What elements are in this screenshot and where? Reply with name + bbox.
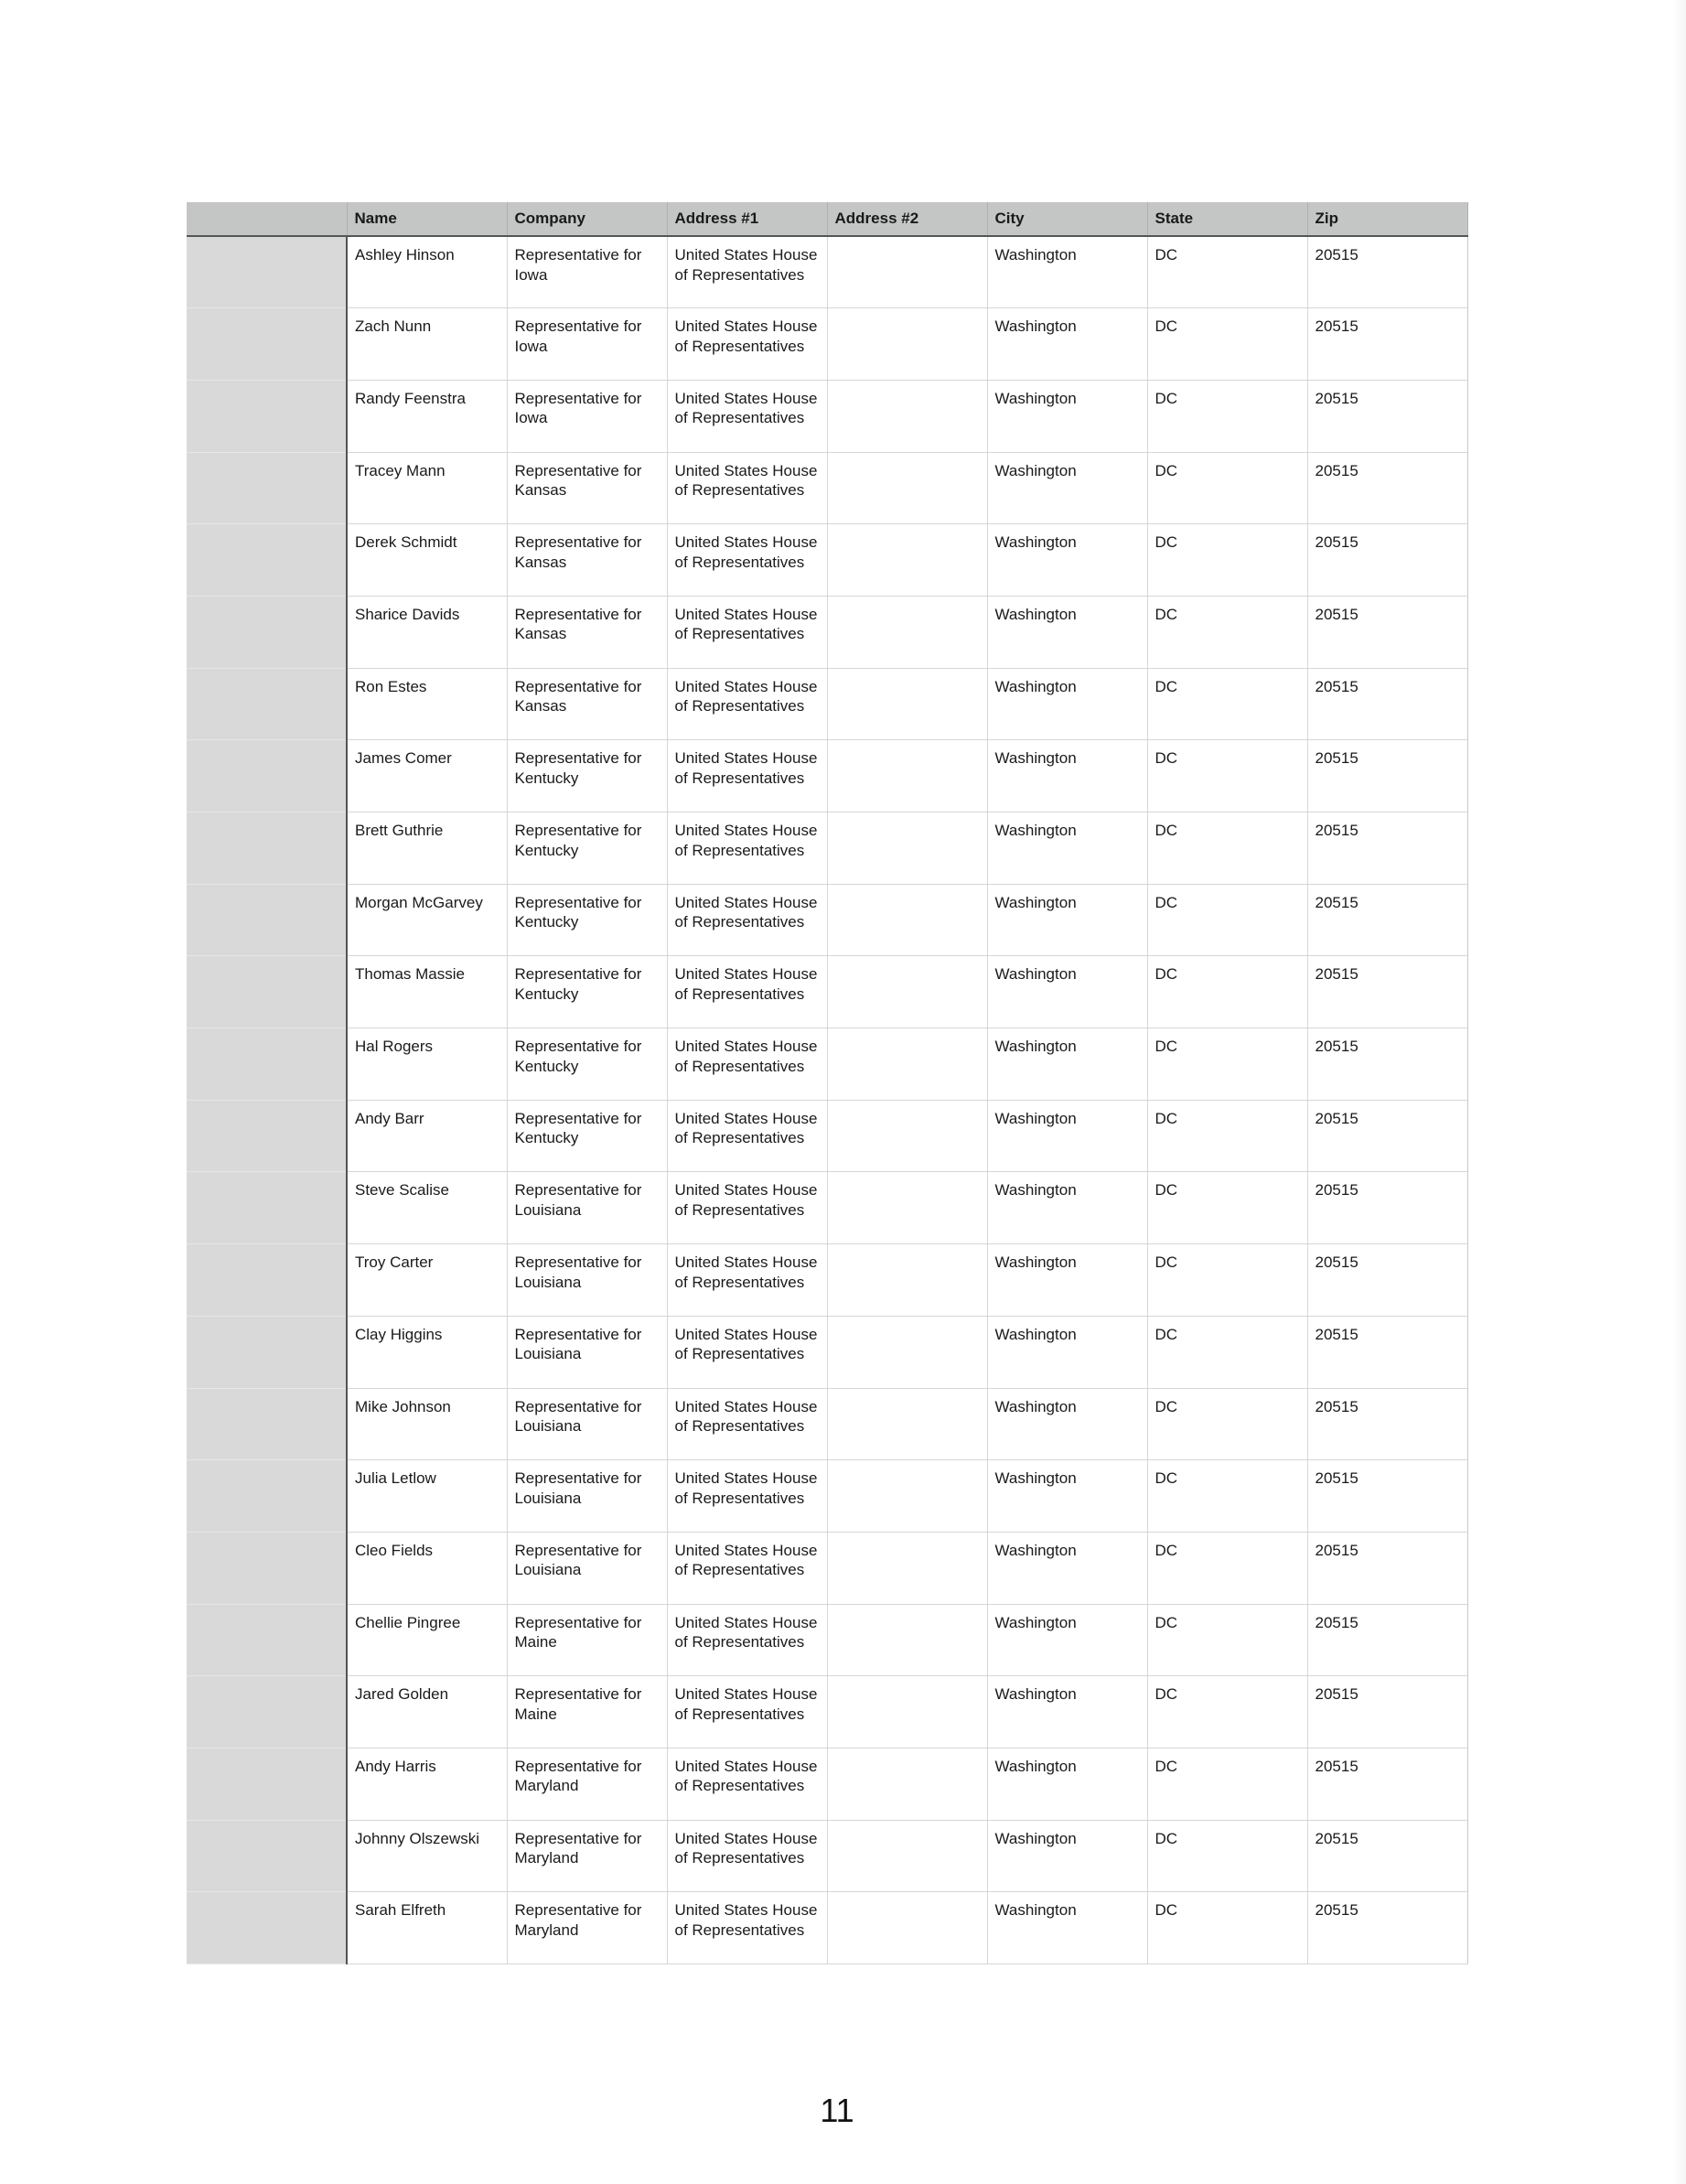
cell-state: DC xyxy=(1147,524,1307,597)
cell-company: Representative for Louisiana xyxy=(507,1172,667,1244)
table-row xyxy=(187,596,1467,668)
table-row xyxy=(187,380,1467,452)
cell-address1: United States House of Representatives xyxy=(667,740,827,812)
table-row xyxy=(187,1028,1467,1101)
cell-city: Washington xyxy=(987,740,1147,812)
cell-city: Washington xyxy=(987,452,1147,524)
cell-name: Steve Scalise xyxy=(347,1172,507,1244)
cell-company: Representative for Kentucky xyxy=(507,812,667,885)
cell-state: DC xyxy=(1147,1892,1307,1964)
cell-address1: United States House of Representatives xyxy=(667,1316,827,1388)
table-row xyxy=(187,1676,1467,1748)
table-row xyxy=(187,1388,1467,1460)
header-row-index xyxy=(187,202,347,236)
cell-company: Representative for Kentucky xyxy=(507,740,667,812)
row-header-cell xyxy=(187,236,347,308)
cell-city: Washington xyxy=(987,1604,1147,1676)
cell-address2 xyxy=(827,1460,987,1533)
cell-name: Jared Golden xyxy=(347,1676,507,1748)
cell-address2 xyxy=(827,740,987,812)
row-header-cell xyxy=(187,1388,347,1460)
cell-name: Clay Higgins xyxy=(347,1316,507,1388)
cell-zip: 20515 xyxy=(1307,236,1467,308)
cell-company: Representative for Iowa xyxy=(507,236,667,308)
cell-city: Washington xyxy=(987,1820,1147,1892)
cell-city: Washington xyxy=(987,1316,1147,1388)
cell-company: Representative for Maine xyxy=(507,1676,667,1748)
cell-zip: 20515 xyxy=(1307,1820,1467,1892)
cell-company: Representative for Louisiana xyxy=(507,1316,667,1388)
table-row xyxy=(187,524,1467,597)
cell-city: Washington xyxy=(987,308,1147,381)
table-row xyxy=(187,1244,1467,1317)
cell-state: DC xyxy=(1147,1244,1307,1317)
cell-state: DC xyxy=(1147,1748,1307,1820)
cell-address1: United States House of Representatives xyxy=(667,1100,827,1172)
cell-state: DC xyxy=(1147,380,1307,452)
cell-state: DC xyxy=(1147,1388,1307,1460)
cell-address2 xyxy=(827,1748,987,1820)
cell-zip: 20515 xyxy=(1307,1892,1467,1964)
table-row xyxy=(187,1460,1467,1533)
cell-address1: United States House of Representatives xyxy=(667,812,827,885)
cell-city: Washington xyxy=(987,884,1147,956)
cell-address1: United States House of Representatives xyxy=(667,596,827,668)
cell-address1: United States House of Representatives xyxy=(667,668,827,740)
cell-address2 xyxy=(827,1244,987,1317)
cell-zip: 20515 xyxy=(1307,884,1467,956)
cell-city: Washington xyxy=(987,1244,1147,1317)
page-number: 11 xyxy=(820,2092,854,2129)
table-row xyxy=(187,1532,1467,1604)
table-row xyxy=(187,956,1467,1028)
cell-name: Troy Carter xyxy=(347,1244,507,1317)
cell-company: Representative for Louisiana xyxy=(507,1388,667,1460)
cell-company: Representative for Kansas xyxy=(507,668,667,740)
header-address1: Address #1 xyxy=(667,202,827,236)
cell-address2 xyxy=(827,308,987,381)
row-header-cell xyxy=(187,380,347,452)
row-header-cell xyxy=(187,1100,347,1172)
cell-address2 xyxy=(827,1676,987,1748)
cell-address1: United States House of Representatives xyxy=(667,1604,827,1676)
cell-zip: 20515 xyxy=(1307,956,1467,1028)
row-header-cell xyxy=(187,812,347,885)
cell-address2 xyxy=(827,956,987,1028)
cell-city: Washington xyxy=(987,1892,1147,1964)
cell-city: Washington xyxy=(987,956,1147,1028)
cell-zip: 20515 xyxy=(1307,452,1467,524)
cell-zip: 20515 xyxy=(1307,380,1467,452)
cell-name: Johnny Olszewski xyxy=(347,1820,507,1892)
cell-name: Zach Nunn xyxy=(347,308,507,381)
cell-name: Ashley Hinson xyxy=(347,236,507,308)
cell-company: Representative for Maine xyxy=(507,1604,667,1676)
cell-address2 xyxy=(827,596,987,668)
row-header-cell xyxy=(187,1316,347,1388)
row-header-cell xyxy=(187,740,347,812)
row-header-cell xyxy=(187,524,347,597)
cell-name: James Comer xyxy=(347,740,507,812)
cell-address1: United States House of Representatives xyxy=(667,380,827,452)
cell-address2 xyxy=(827,1172,987,1244)
cell-name: Brett Guthrie xyxy=(347,812,507,885)
cell-company: Representative for Maryland xyxy=(507,1748,667,1820)
cell-city: Washington xyxy=(987,1748,1147,1820)
cell-state: DC xyxy=(1147,1820,1307,1892)
cell-city: Washington xyxy=(987,596,1147,668)
header-name: Name xyxy=(347,202,507,236)
cell-state: DC xyxy=(1147,740,1307,812)
cell-name: Thomas Massie xyxy=(347,956,507,1028)
cell-state: DC xyxy=(1147,668,1307,740)
row-header-cell xyxy=(187,1028,347,1101)
cell-address2 xyxy=(827,1316,987,1388)
cell-company: Representative for Kansas xyxy=(507,452,667,524)
table-row xyxy=(187,1748,1467,1820)
cell-company: Representative for Kentucky xyxy=(507,956,667,1028)
cell-state: DC xyxy=(1147,1532,1307,1604)
cell-zip: 20515 xyxy=(1307,1748,1467,1820)
cell-state: DC xyxy=(1147,1028,1307,1101)
cell-company: Representative for Kansas xyxy=(507,596,667,668)
cell-address1: United States House of Representatives xyxy=(667,1388,827,1460)
row-header-cell xyxy=(187,1604,347,1676)
cell-state: DC xyxy=(1147,1604,1307,1676)
cell-address1: United States House of Representatives xyxy=(667,1460,827,1533)
cell-name: Sarah Elfreth xyxy=(347,1892,507,1964)
cell-name: Chellie Pingree xyxy=(347,1604,507,1676)
cell-state: DC xyxy=(1147,308,1307,381)
cell-name: Tracey Mann xyxy=(347,452,507,524)
cell-state: DC xyxy=(1147,884,1307,956)
cell-city: Washington xyxy=(987,1388,1147,1460)
cell-zip: 20515 xyxy=(1307,1460,1467,1533)
cell-zip: 20515 xyxy=(1307,524,1467,597)
cell-city: Washington xyxy=(987,668,1147,740)
cell-address1: United States House of Representatives xyxy=(667,1532,827,1604)
cell-state: DC xyxy=(1147,1316,1307,1388)
cell-name: Ron Estes xyxy=(347,668,507,740)
row-header-cell xyxy=(187,1172,347,1244)
row-header-cell xyxy=(187,308,347,381)
header-city: City xyxy=(987,202,1147,236)
cell-address1: United States House of Representatives xyxy=(667,524,827,597)
cell-address2 xyxy=(827,884,987,956)
row-header-cell xyxy=(187,956,347,1028)
contacts-table xyxy=(187,202,1468,1964)
cell-name: Hal Rogers xyxy=(347,1028,507,1101)
cell-company: Representative for Kentucky xyxy=(507,1028,667,1101)
cell-zip: 20515 xyxy=(1307,812,1467,885)
cell-address1: United States House of Representatives xyxy=(667,1676,827,1748)
cell-name: Mike Johnson xyxy=(347,1388,507,1460)
cell-name: Randy Feenstra xyxy=(347,380,507,452)
cell-company: Representative for Louisiana xyxy=(507,1460,667,1533)
row-header-cell xyxy=(187,596,347,668)
cell-name: Morgan McGarvey xyxy=(347,884,507,956)
cell-address2 xyxy=(827,668,987,740)
header-state: State xyxy=(1147,202,1307,236)
row-header-cell xyxy=(187,1532,347,1604)
cell-city: Washington xyxy=(987,1460,1147,1533)
header-company: Company xyxy=(507,202,667,236)
cell-city: Washington xyxy=(987,380,1147,452)
cell-zip: 20515 xyxy=(1307,1100,1467,1172)
cell-name: Sharice Davids xyxy=(347,596,507,668)
table-row xyxy=(187,1100,1467,1172)
cell-state: DC xyxy=(1147,596,1307,668)
cell-city: Washington xyxy=(987,1172,1147,1244)
table-row xyxy=(187,308,1467,381)
table-row xyxy=(187,1316,1467,1388)
row-header-cell xyxy=(187,1892,347,1964)
cell-address1: United States House of Representatives xyxy=(667,1748,827,1820)
cell-city: Washington xyxy=(987,1676,1147,1748)
cell-address2 xyxy=(827,1388,987,1460)
cell-address2 xyxy=(827,380,987,452)
cell-address1: United States House of Representatives xyxy=(667,1028,827,1101)
cell-city: Washington xyxy=(987,1028,1147,1101)
table-row xyxy=(187,236,1467,308)
cell-state: DC xyxy=(1147,1676,1307,1748)
cell-address2 xyxy=(827,452,987,524)
cell-name: Derek Schmidt xyxy=(347,524,507,597)
cell-address1: United States House of Representatives xyxy=(667,884,827,956)
cell-state: DC xyxy=(1147,1100,1307,1172)
cell-zip: 20515 xyxy=(1307,668,1467,740)
cell-company: Representative for Kentucky xyxy=(507,1100,667,1172)
cell-city: Washington xyxy=(987,236,1147,308)
cell-name: Cleo Fields xyxy=(347,1532,507,1604)
cell-address2 xyxy=(827,812,987,885)
cell-address1: United States House of Representatives xyxy=(667,236,827,308)
cell-company: Representative for Kentucky xyxy=(507,884,667,956)
cell-state: DC xyxy=(1147,236,1307,308)
cell-company: Representative for Louisiana xyxy=(507,1244,667,1317)
header-row xyxy=(187,202,1467,236)
cell-city: Washington xyxy=(987,1100,1147,1172)
cell-state: DC xyxy=(1147,452,1307,524)
cell-address2 xyxy=(827,1532,987,1604)
cell-address1: United States House of Representatives xyxy=(667,308,827,381)
cell-address1: United States House of Representatives xyxy=(667,452,827,524)
cell-company: Representative for Iowa xyxy=(507,308,667,381)
cell-address2 xyxy=(827,524,987,597)
cell-zip: 20515 xyxy=(1307,1388,1467,1460)
table-row xyxy=(187,740,1467,812)
cell-state: DC xyxy=(1147,1460,1307,1533)
cell-zip: 20515 xyxy=(1307,1532,1467,1604)
header-zip: Zip xyxy=(1307,202,1467,236)
cell-address2 xyxy=(827,1028,987,1101)
row-header-cell xyxy=(187,1676,347,1748)
cell-zip: 20515 xyxy=(1307,1028,1467,1101)
cell-zip: 20515 xyxy=(1307,740,1467,812)
row-header-cell xyxy=(187,884,347,956)
cell-name: Andy Barr xyxy=(347,1100,507,1172)
cell-city: Washington xyxy=(987,812,1147,885)
cell-zip: 20515 xyxy=(1307,1604,1467,1676)
cell-address2 xyxy=(827,1892,987,1964)
row-header-cell xyxy=(187,452,347,524)
cell-city: Washington xyxy=(987,524,1147,597)
header-address2: Address #2 xyxy=(827,202,987,236)
table-row xyxy=(187,1892,1467,1964)
cell-zip: 20515 xyxy=(1307,1244,1467,1317)
cell-company: Representative for Louisiana xyxy=(507,1532,667,1604)
cell-address2 xyxy=(827,1820,987,1892)
cell-company: Representative for Iowa xyxy=(507,380,667,452)
table-row xyxy=(187,1172,1467,1244)
table-body xyxy=(187,236,1467,1964)
row-header-cell xyxy=(187,1244,347,1317)
cell-address1: United States House of Representatives xyxy=(667,1820,827,1892)
page-edge xyxy=(1673,0,1686,2184)
cell-address1: United States House of Representatives xyxy=(667,1244,827,1317)
cell-address1: United States House of Representatives xyxy=(667,1892,827,1964)
table-row xyxy=(187,884,1467,956)
cell-address1: United States House of Representatives xyxy=(667,956,827,1028)
cell-name: Julia Letlow xyxy=(347,1460,507,1533)
cell-address2 xyxy=(827,1604,987,1676)
cell-zip: 20515 xyxy=(1307,596,1467,668)
cell-address2 xyxy=(827,1100,987,1172)
cell-address1: United States House of Representatives xyxy=(667,1172,827,1244)
cell-company: Representative for Kansas xyxy=(507,524,667,597)
cell-state: DC xyxy=(1147,1172,1307,1244)
cell-zip: 20515 xyxy=(1307,308,1467,381)
table-row xyxy=(187,1820,1467,1892)
cell-name: Andy Harris xyxy=(347,1748,507,1820)
table-row xyxy=(187,668,1467,740)
cell-zip: 20515 xyxy=(1307,1676,1467,1748)
table-row xyxy=(187,452,1467,524)
cell-state: DC xyxy=(1147,812,1307,885)
table-row xyxy=(187,812,1467,885)
cell-zip: 20515 xyxy=(1307,1172,1467,1244)
row-header-cell xyxy=(187,668,347,740)
cell-address2 xyxy=(827,236,987,308)
cell-zip: 20515 xyxy=(1307,1316,1467,1388)
cell-company: Representative for Maryland xyxy=(507,1892,667,1964)
cell-city: Washington xyxy=(987,1532,1147,1604)
row-header-cell xyxy=(187,1748,347,1820)
row-header-cell xyxy=(187,1820,347,1892)
table-row xyxy=(187,1604,1467,1676)
row-header-cell xyxy=(187,1460,347,1533)
cell-company: Representative for Maryland xyxy=(507,1820,667,1892)
cell-state: DC xyxy=(1147,956,1307,1028)
